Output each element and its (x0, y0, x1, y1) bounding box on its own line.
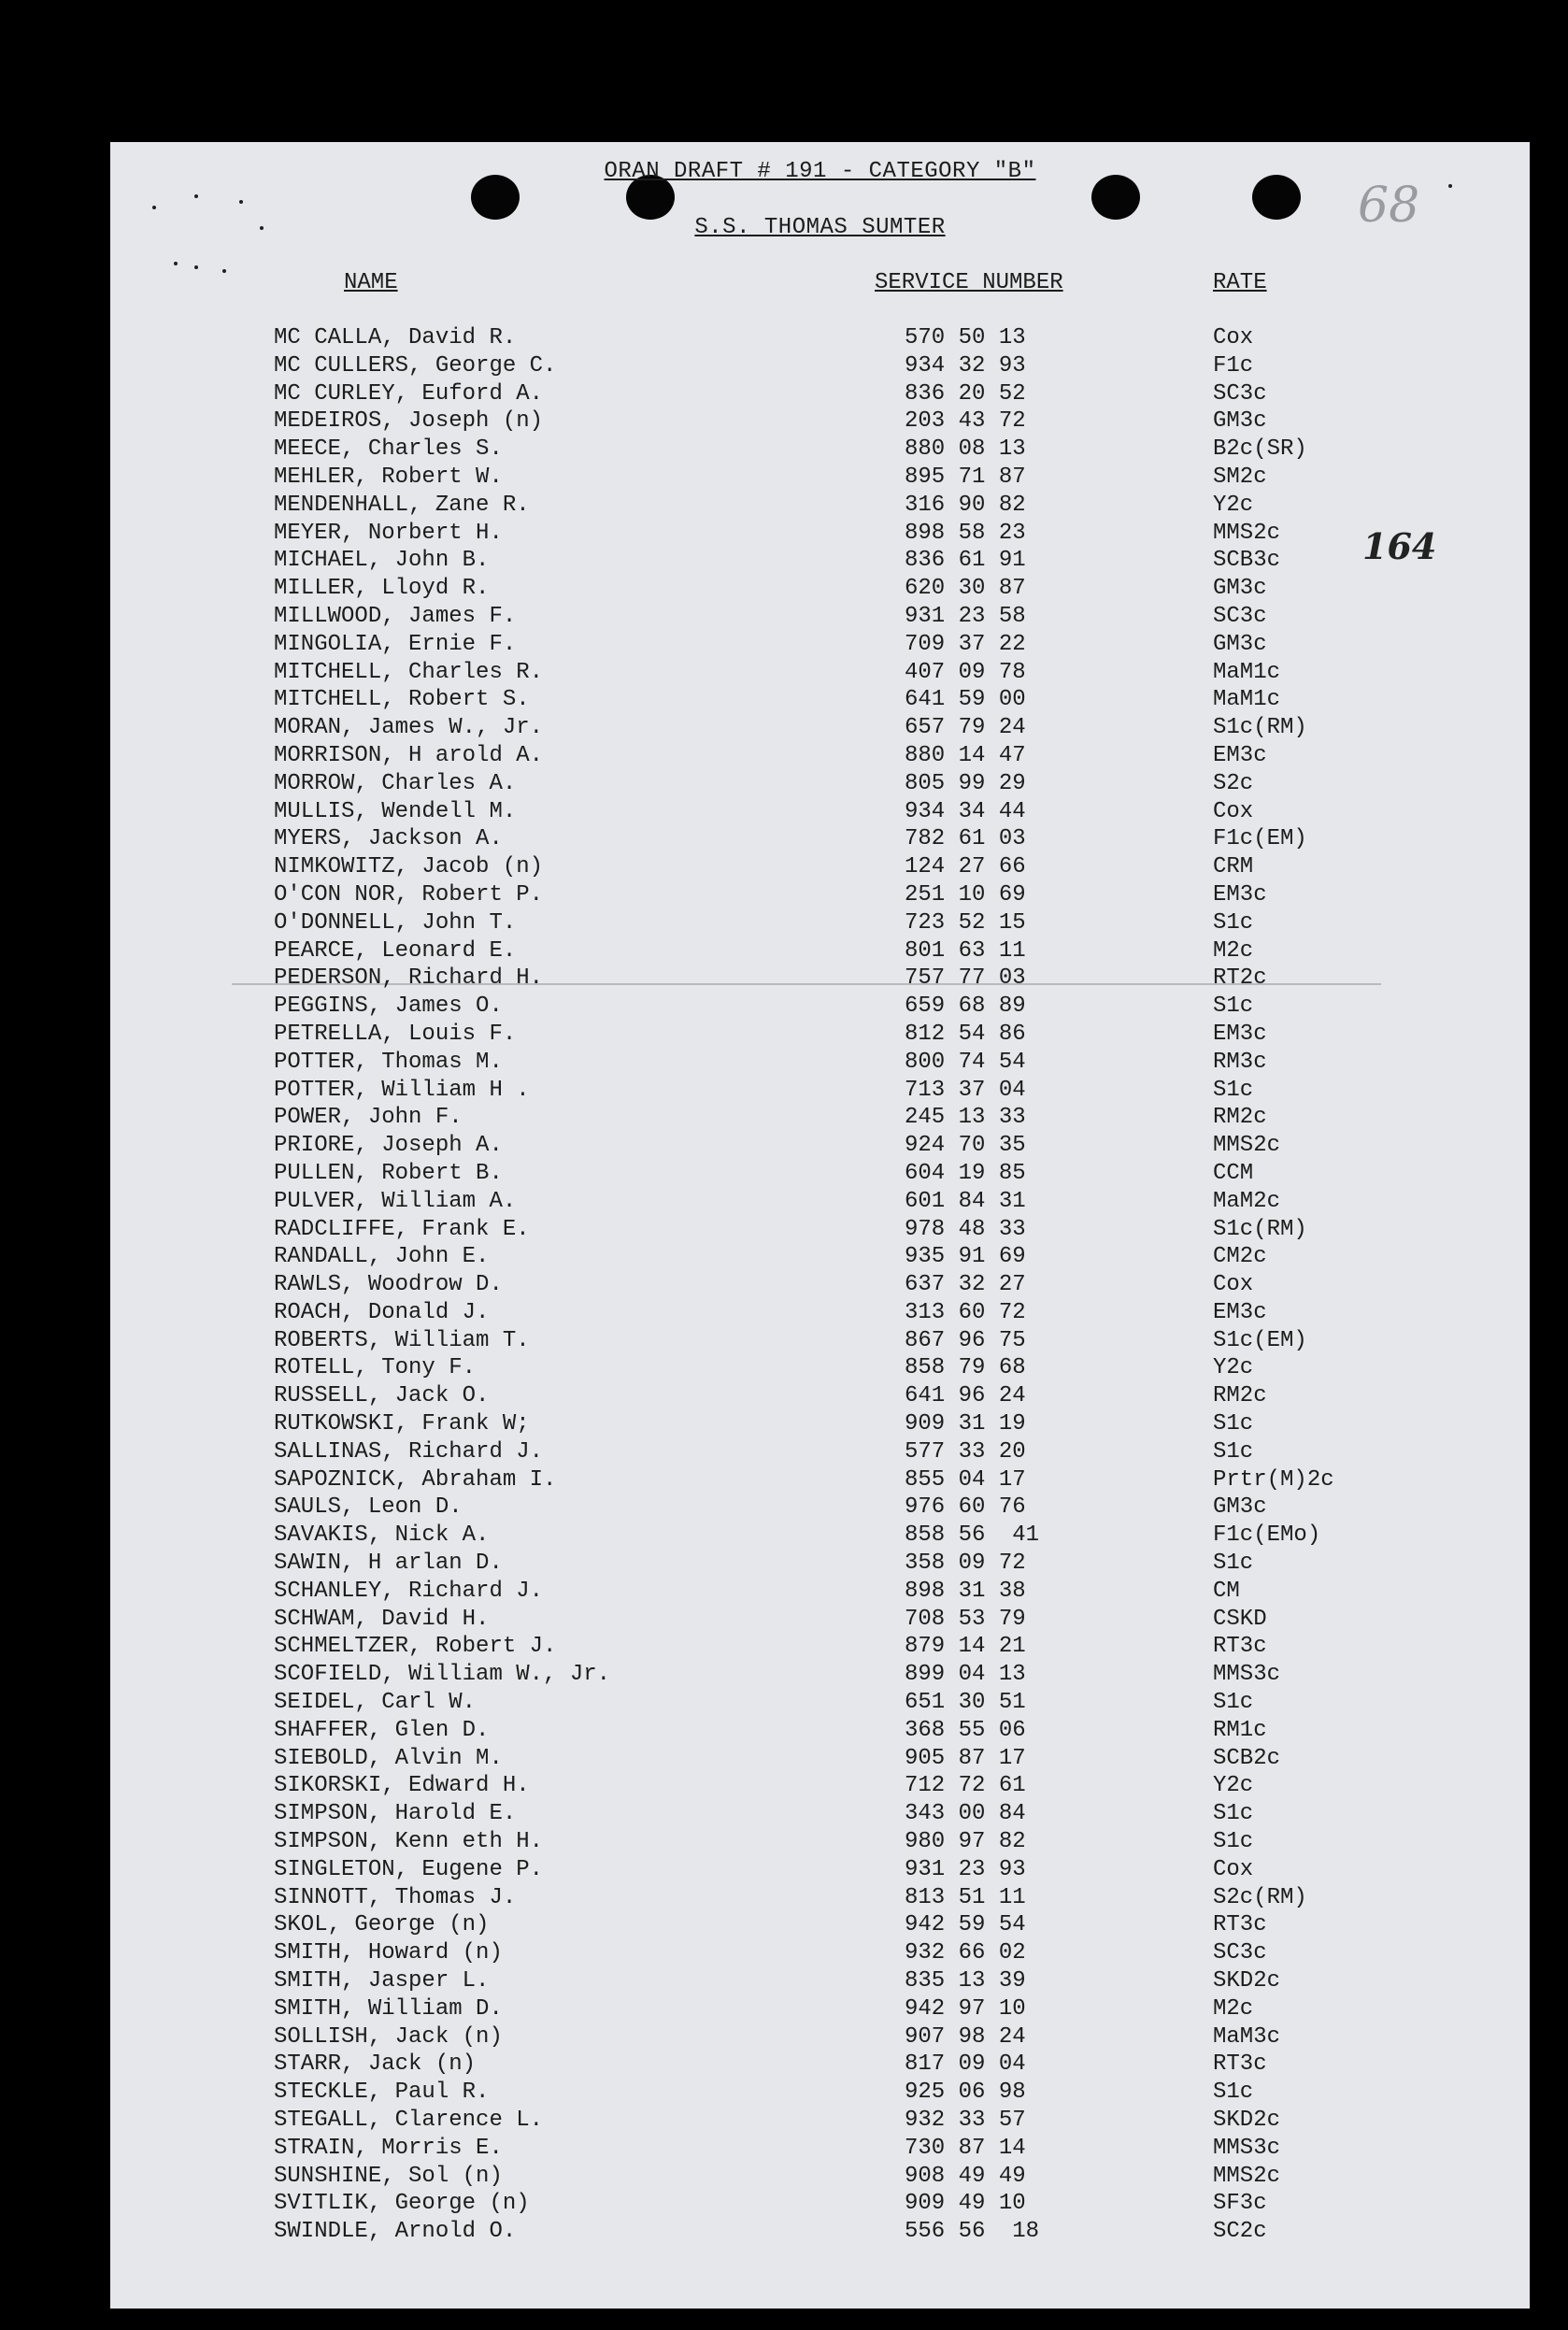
roster-name: MORRISON, H arold A. (274, 742, 544, 768)
roster-rate: S1c (1213, 1551, 1254, 1577)
roster-rate: Cox (1213, 1856, 1254, 1882)
roster-name: PEDERSON, Richard H. (274, 965, 544, 992)
roster-service-number: 556 56 18 (905, 2219, 1040, 2245)
roster-rate: SKD2c (1213, 1968, 1281, 1994)
roster-row (110, 825, 1530, 853)
roster-service-number: 343 00 84 (905, 1801, 1026, 1827)
roster-name: PULLEN, Robert B. (274, 1160, 503, 1186)
speck (174, 262, 178, 265)
roster-service-number: 931 23 58 (905, 603, 1026, 629)
roster-rate: S1c(EM) (1213, 1327, 1307, 1353)
roster-row (110, 1606, 1530, 1634)
roster-rate: MMS2c (1213, 1133, 1281, 1159)
roster-row (110, 2107, 1530, 2135)
roster-service-number: 604 19 85 (905, 1160, 1026, 1186)
roster-name: SEIDEL, Carl W. (274, 1690, 477, 1716)
roster-rate: S1c (1213, 1438, 1254, 1465)
roster-name: ROACH, Donald J. (274, 1299, 490, 1325)
roster-service-number: 801 63 11 (905, 937, 1026, 964)
roster-row (110, 1354, 1530, 1382)
roster-row (110, 547, 1530, 575)
roster-rate: CM (1213, 1578, 1240, 1604)
roster-rate: EM3c (1213, 1021, 1267, 1047)
roster-service-number: 407 09 78 (905, 659, 1026, 685)
roster-service-number: 577 33 20 (905, 1438, 1026, 1465)
handwritten-note: 68 (1358, 178, 1420, 234)
roster-list (110, 324, 1530, 2246)
roster-rate: M2c (1213, 937, 1254, 964)
roster-name: PULVER, William A. (274, 1188, 517, 1214)
roster-rate: GM3c (1213, 408, 1267, 435)
roster-rate: S2c (1213, 770, 1254, 796)
roster-service-number: 935 91 69 (905, 1244, 1026, 1270)
roster-row (110, 965, 1530, 993)
roster-service-number: 713 37 04 (905, 1077, 1026, 1103)
speck (1448, 184, 1452, 188)
roster-service-number: 316 90 82 (905, 492, 1026, 518)
roster-rate: SC2c (1213, 2219, 1267, 2245)
roster-service-number: 757 77 03 (905, 965, 1026, 992)
roster-name: PETRELLA, Louis F. (274, 1021, 517, 1047)
roster-service-number: 934 32 93 (905, 352, 1026, 379)
roster-service-number: 708 53 79 (905, 1606, 1026, 1632)
roster-name: STECKLE, Paul R. (274, 2080, 490, 2106)
roster-row (110, 352, 1530, 380)
roster-service-number: 805 99 29 (905, 770, 1026, 796)
roster-rate: SC3c (1213, 1940, 1267, 1966)
roster-row (110, 324, 1530, 352)
roster-service-number: 800 74 54 (905, 1049, 1026, 1075)
roster-row (110, 2051, 1530, 2079)
roster-service-number: 909 31 19 (905, 1411, 1026, 1437)
roster-rate: S1c(RM) (1213, 715, 1307, 741)
roster-name: MYERS, Jackson A. (274, 826, 503, 852)
roster-service-number: 812 54 86 (905, 1021, 1026, 1047)
roster-name: SALLINAS, Richard J. (274, 1438, 544, 1465)
roster-name: SAVAKIS, Nick A. (274, 1522, 490, 1549)
roster-rate: MMS2c (1213, 2163, 1281, 2189)
roster-rate: RT3c (1213, 1912, 1267, 1938)
roster-rate: CM2c (1213, 1244, 1267, 1270)
roster-row (110, 770, 1530, 798)
roster-rate: F1c(EMo) (1213, 1522, 1321, 1549)
roster-row (110, 1466, 1530, 1494)
roster-rate: S1c(RM) (1213, 1216, 1307, 1242)
roster-rate: SM2c (1213, 464, 1267, 490)
roster-row (110, 2023, 1530, 2051)
roster-service-number: 124 27 66 (905, 854, 1026, 880)
roster-name: MICHAEL, John B. (274, 548, 490, 574)
roster-row (110, 1382, 1530, 1410)
roster-rate: MaM1c (1213, 659, 1281, 685)
roster-service-number: 620 30 87 (905, 576, 1026, 602)
roster-name: SINNOTT, Thomas J. (274, 1884, 517, 1910)
roster-service-number: 203 43 72 (905, 408, 1026, 435)
roster-rate: SKD2c (1213, 2108, 1281, 2133)
roster-row (110, 1967, 1530, 1995)
roster-row (110, 575, 1530, 603)
roster-service-number: 880 14 47 (905, 742, 1026, 768)
roster-rate: RM2c (1213, 1383, 1267, 1409)
roster-name: RUSSELL, Jack O. (274, 1383, 490, 1409)
roster-name: RADCLIFFE, Frank E. (274, 1216, 530, 1242)
roster-name: SMITH, Jasper L. (274, 1968, 490, 1994)
roster-name: RANDALL, John E. (274, 1244, 490, 1270)
roster-row (110, 1717, 1530, 1745)
roster-service-number: 924 70 35 (905, 1133, 1026, 1159)
roster-row (110, 853, 1530, 881)
roster-rate: S1c (1213, 993, 1254, 1020)
roster-row (110, 798, 1530, 826)
roster-row (110, 631, 1530, 659)
ship-name: S.S. THOMAS SUMTER (694, 215, 946, 240)
roster-service-number: 709 37 22 (905, 631, 1026, 657)
roster-rate: F1c (1213, 352, 1254, 379)
roster-name: PEARCE, Leonard E. (274, 937, 517, 964)
roster-name: SHAFFER, Glen D. (274, 1717, 490, 1743)
roster-row (110, 603, 1530, 631)
speck (222, 269, 226, 273)
roster-rate: RM3c (1213, 1049, 1267, 1075)
roster-rate: S1c (1213, 1829, 1254, 1855)
roster-service-number: 980 97 82 (905, 1829, 1026, 1855)
roster-row (110, 492, 1530, 520)
roster-row (110, 2190, 1530, 2218)
roster-service-number: 641 96 24 (905, 1383, 1026, 1409)
roster-service-number: 723 52 15 (905, 909, 1026, 936)
roster-service-number: 909 49 10 (905, 2191, 1026, 2217)
header-service-number: SERVICE NUMBER (875, 270, 1063, 295)
roster-name: STARR, Jack (n) (274, 2051, 477, 2078)
roster-name: SCHMELTZER, Robert J. (274, 1634, 557, 1660)
roster-name: MORROW, Charles A. (274, 770, 517, 796)
roster-row (110, 1188, 1530, 1216)
roster-rate: SCB3c (1213, 548, 1281, 574)
roster-service-number: 934 34 44 (905, 798, 1026, 824)
roster-rate: B2c(SR) (1213, 436, 1307, 463)
roster-service-number: 907 98 24 (905, 2023, 1026, 2050)
speck (194, 265, 198, 269)
roster-row (110, 1271, 1530, 1299)
roster-name: MILLER, Lloyd R. (274, 576, 490, 602)
roster-name: SOLLISH, Jack (n) (274, 2023, 503, 2050)
roster-service-number: 641 59 00 (905, 687, 1026, 713)
roster-row (110, 2163, 1530, 2191)
roster-row (110, 1856, 1530, 1884)
roster-name: MORAN, James W., Jr. (274, 715, 544, 741)
roster-name: MEDEIROS, Joseph (n) (274, 408, 544, 435)
roster-name: ROBERTS, William T. (274, 1327, 530, 1353)
roster-row (110, 2218, 1530, 2246)
roster-name: SCHWAM, David H. (274, 1606, 490, 1632)
roster-row (110, 881, 1530, 909)
roster-rate: EM3c (1213, 881, 1267, 908)
roster-name: NIMKOWITZ, Jacob (n) (274, 854, 544, 880)
roster-rate: EM3c (1213, 1299, 1267, 1325)
roster-service-number: 782 61 03 (905, 826, 1026, 852)
roster-rate: S1c (1213, 1411, 1254, 1437)
roster-row (110, 909, 1530, 937)
roster-rate: S1c (1213, 909, 1254, 936)
roster-row (110, 1772, 1530, 1800)
roster-rate: S1c (1213, 1801, 1254, 1827)
roster-name: O'CON NOR, Robert P. (274, 881, 544, 908)
roster-row (110, 1884, 1530, 1912)
roster-service-number: 835 13 39 (905, 1968, 1026, 1994)
roster-service-number: 659 68 89 (905, 993, 1026, 1020)
roster-service-number: 313 60 72 (905, 1299, 1026, 1325)
roster-service-number: 899 04 13 (905, 1662, 1026, 1688)
roster-row (110, 1243, 1530, 1271)
roster-name: MEECE, Charles S. (274, 436, 503, 463)
roster-rate: GM3c (1213, 631, 1267, 657)
roster-rate: CSKD (1213, 1606, 1267, 1632)
roster-rate: Cox (1213, 798, 1254, 824)
roster-row (110, 1132, 1530, 1160)
roster-name: SAULS, Leon D. (274, 1494, 463, 1521)
roster-rate: GM3c (1213, 1494, 1267, 1521)
roster-service-number: 358 09 72 (905, 1551, 1026, 1577)
roster-service-number: 712 72 61 (905, 1773, 1026, 1799)
roster-service-number: 858 56 41 (905, 1522, 1040, 1549)
roster-service-number: 978 48 33 (905, 1216, 1026, 1242)
roster-rate: Y2c (1213, 492, 1254, 518)
roster-rate: MaM3c (1213, 2023, 1281, 2050)
roster-rate: EM3c (1213, 742, 1267, 768)
roster-service-number: 813 51 11 (905, 1884, 1026, 1910)
roster-row (110, 520, 1530, 548)
roster-service-number: 836 61 91 (905, 548, 1026, 574)
roster-rate: SCB2c (1213, 1745, 1281, 1771)
roster-name: SWINDLE, Arnold O. (274, 2219, 517, 2245)
roster-service-number: 651 30 51 (905, 1690, 1026, 1716)
speck (152, 206, 156, 209)
roster-rate: MaM2c (1213, 1188, 1281, 1214)
roster-service-number: 867 96 75 (905, 1327, 1026, 1353)
roster-row (110, 2079, 1530, 2107)
roster-row (110, 436, 1530, 464)
roster-row (110, 1160, 1530, 1188)
roster-name: POWER, John F. (274, 1105, 463, 1131)
roster-service-number: 879 14 21 (905, 1634, 1026, 1660)
roster-service-number: 942 59 54 (905, 1912, 1026, 1938)
roster-rate: Cox (1213, 1272, 1254, 1298)
roster-row (110, 2135, 1530, 2163)
roster-row (110, 1494, 1530, 1522)
roster-row (110, 1327, 1530, 1355)
roster-name: RUTKOWSKI, Frank W; (274, 1411, 530, 1437)
roster-row (110, 1550, 1530, 1578)
roster-service-number: 570 50 13 (905, 325, 1026, 350)
roster-name: POTTER, William H . (274, 1077, 530, 1103)
roster-row (110, 1049, 1530, 1077)
roster-service-number: 251 10 69 (905, 881, 1026, 908)
roster-name: SIKORSKI, Edward H. (274, 1773, 530, 1799)
roster-row (110, 1939, 1530, 1967)
roster-row (110, 1745, 1530, 1773)
roster-service-number: 976 60 76 (905, 1494, 1026, 1521)
roster-name: SIMPSON, Kenn eth H. (274, 1829, 544, 1855)
roster-row (110, 1410, 1530, 1438)
roster-row (110, 1216, 1530, 1244)
roster-service-number: 895 71 87 (905, 464, 1026, 490)
roster-rate: MMS3c (1213, 1662, 1281, 1688)
roster-rate: S2c(RM) (1213, 1884, 1307, 1910)
roster-name: PRIORE, Joseph A. (274, 1133, 503, 1159)
roster-rate: CRM (1213, 854, 1254, 880)
roster-rate: M2c (1213, 1995, 1254, 2022)
roster-service-number: 908 49 49 (905, 2163, 1026, 2189)
roster-rate: RM1c (1213, 1717, 1267, 1743)
roster-row (110, 742, 1530, 770)
roster-service-number: 905 87 17 (905, 1745, 1026, 1771)
roster-rate: SF3c (1213, 2191, 1267, 2217)
roster-rate: RT2c (1213, 965, 1267, 992)
roster-name: SIMPSON, Harold E. (274, 1801, 517, 1827)
roster-row (110, 1021, 1530, 1049)
roster-rate: Y2c (1213, 1355, 1254, 1381)
roster-name: PEGGINS, James O. (274, 993, 503, 1020)
roster-name: RAWLS, Woodrow D. (274, 1272, 503, 1298)
roster-row (110, 1104, 1530, 1132)
roster-row (110, 937, 1530, 965)
roster-name: SIEBOLD, Alvin M. (274, 1745, 503, 1771)
roster-name: POTTER, Thomas M. (274, 1049, 503, 1075)
roster-row (110, 1299, 1530, 1327)
document-page (110, 142, 1530, 2309)
roster-rate: Y2c (1213, 1773, 1254, 1799)
roster-name: STRAIN, Morris E. (274, 2135, 503, 2161)
roster-rate: MMS3c (1213, 2135, 1281, 2161)
roster-rate: MaM1c (1213, 687, 1281, 713)
roster-name: MEYER, Norbert H. (274, 520, 503, 546)
roster-rate: Prtr(M)2c (1213, 1466, 1334, 1493)
roster-name: SAPOZNICK, Abraham I. (274, 1466, 557, 1493)
roster-service-number: 858 79 68 (905, 1355, 1026, 1381)
roster-name: MITCHELL, Charles R. (274, 659, 544, 685)
roster-service-number: 925 06 98 (905, 2080, 1026, 2106)
roster-row (110, 686, 1530, 714)
roster-name: SMITH, William D. (274, 1995, 503, 2022)
roster-name: MILLWOOD, James F. (274, 603, 517, 629)
roster-row (110, 1522, 1530, 1550)
header-rate: RATE (1213, 270, 1267, 295)
roster-rate: S1c (1213, 2080, 1254, 2106)
roster-name: STEGALL, Clarence L. (274, 2108, 544, 2133)
roster-row (110, 1828, 1530, 1856)
roster-row (110, 1578, 1530, 1606)
roster-rate: S1c (1213, 1077, 1254, 1103)
roster-row (110, 1661, 1530, 1689)
roster-name: SCHANLEY, Richard J. (274, 1578, 544, 1604)
roster-name: SKOL, George (n) (274, 1912, 490, 1938)
roster-row (110, 1995, 1530, 2023)
roster-service-number: 855 04 17 (905, 1466, 1026, 1493)
roster-service-number: 931 23 93 (905, 1856, 1026, 1882)
roster-row (110, 1438, 1530, 1466)
roster-row (110, 1800, 1530, 1828)
roster-service-number: 368 55 06 (905, 1717, 1026, 1743)
page-stamp-number: 164 (1362, 525, 1437, 567)
roster-row (110, 659, 1530, 687)
roster-name: SINGLETON, Eugene P. (274, 1856, 544, 1882)
roster-rate: GM3c (1213, 576, 1267, 602)
roster-row (110, 1689, 1530, 1717)
roster-row (110, 993, 1530, 1021)
roster-name: MC CURLEY, Euford A. (274, 380, 544, 407)
roster-rate: CCM (1213, 1160, 1254, 1186)
roster-rate: S1c (1213, 1690, 1254, 1716)
roster-rate: MMS2c (1213, 520, 1281, 546)
roster-service-number: 657 79 24 (905, 715, 1026, 741)
roster-name: MEHLER, Robert W. (274, 464, 503, 490)
speck (194, 194, 198, 198)
roster-service-number: 880 08 13 (905, 436, 1026, 463)
roster-service-number: 932 66 02 (905, 1940, 1026, 1966)
speck (239, 200, 243, 204)
roster-rate: Cox (1213, 325, 1254, 350)
roster-service-number: 817 09 04 (905, 2051, 1026, 2078)
roster-row (110, 380, 1530, 408)
roster-row (110, 407, 1530, 436)
roster-name: MINGOLIA, Ernie F. (274, 631, 517, 657)
roster-row (110, 464, 1530, 492)
roster-service-number: 898 31 38 (905, 1578, 1026, 1604)
roster-service-number: 942 97 10 (905, 1995, 1026, 2022)
roster-rate: RM2c (1213, 1105, 1267, 1131)
roster-row (110, 1911, 1530, 1939)
roster-name: SMITH, Howard (n) (274, 1940, 503, 1966)
roster-row (110, 714, 1530, 742)
roster-service-number: 932 33 57 (905, 2108, 1026, 2133)
roster-service-number: 898 58 23 (905, 520, 1026, 546)
roster-rate: F1c(EM) (1213, 826, 1307, 852)
document-title: ORAN DRAFT # 191 - CATEGORY "B" (604, 159, 1036, 184)
roster-name: SUNSHINE, Sol (n) (274, 2163, 503, 2189)
roster-service-number: 637 32 27 (905, 1272, 1026, 1298)
roster-rate: SC3c (1213, 603, 1267, 629)
roster-service-number: 730 87 14 (905, 2135, 1026, 2161)
roster-name: SCOFIELD, William W., Jr. (274, 1662, 611, 1688)
roster-name: MULLIS, Wendell M. (274, 798, 517, 824)
roster-name: MC CULLERS, George C. (274, 352, 557, 379)
roster-name: MC CALLA, David R. (274, 325, 517, 350)
roster-name: MITCHELL, Robert S. (274, 687, 530, 713)
roster-name: MENDENHALL, Zane R. (274, 492, 530, 518)
roster-name: ROTELL, Tony F. (274, 1355, 477, 1381)
roster-row (110, 1633, 1530, 1661)
roster-name: O'DONNELL, John T. (274, 909, 517, 936)
roster-rate: SC3c (1213, 380, 1267, 407)
roster-name: SAWIN, H arlan D. (274, 1551, 503, 1577)
roster-rate: RT3c (1213, 1634, 1267, 1660)
header-name: NAME (344, 270, 398, 295)
roster-service-number: 836 20 52 (905, 380, 1026, 407)
roster-service-number: 601 84 31 (905, 1188, 1026, 1214)
roster-service-number: 245 13 33 (905, 1105, 1026, 1131)
roster-row (110, 1077, 1530, 1105)
roster-rate: RT3c (1213, 2051, 1267, 2078)
roster-name: SVITLIK, George (n) (274, 2191, 530, 2217)
